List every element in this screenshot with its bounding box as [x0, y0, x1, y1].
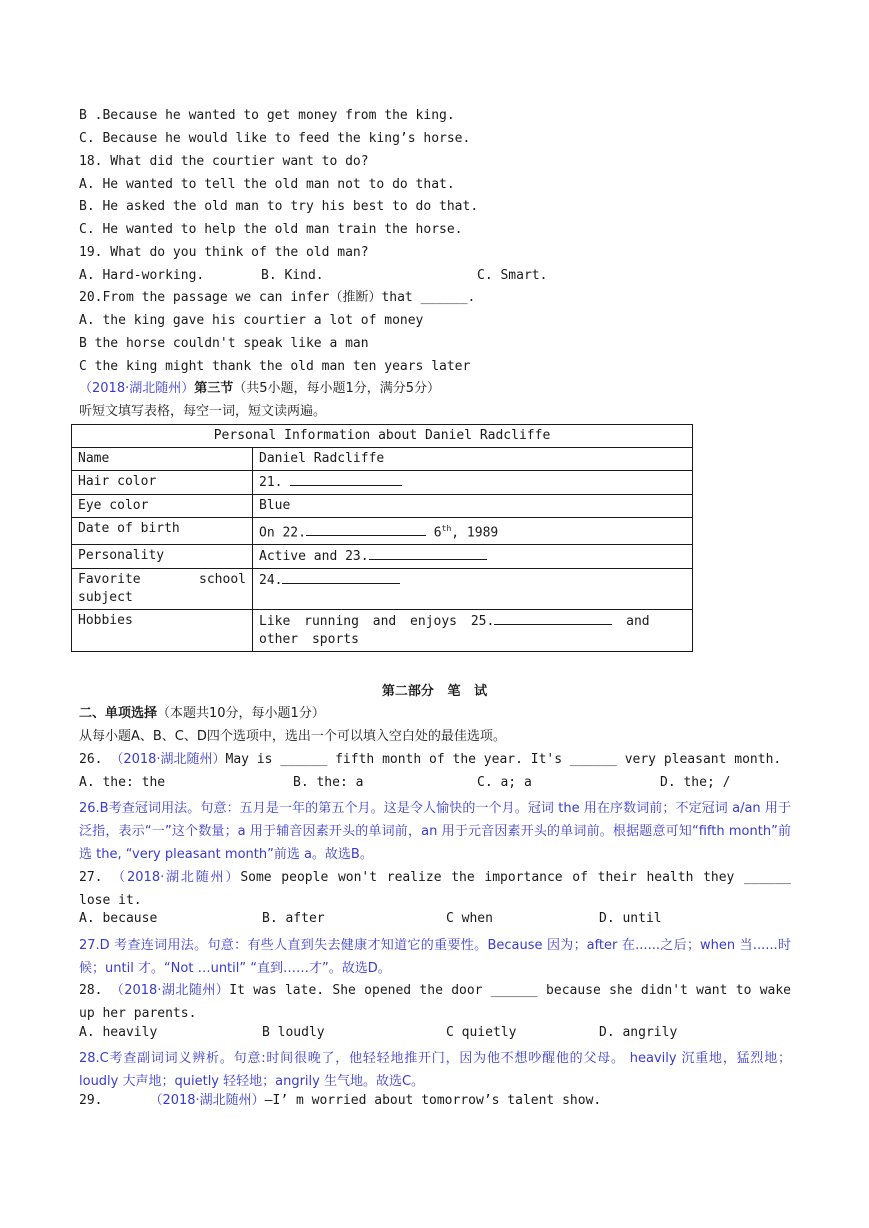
- q19-option-b: B. Kind.: [261, 268, 324, 283]
- personal-info-table: [71, 424, 693, 652]
- q26-option-a: A. the: the: [79, 775, 166, 790]
- question-source: （2018·湖北随州）: [112, 870, 241, 885]
- row-value: [253, 610, 693, 652]
- q28-question: [79, 979, 791, 1025]
- question-number: 28.: [79, 983, 103, 998]
- q19-question: 19. What do you think of the old man?: [79, 245, 369, 260]
- q28-option-c: C quietly: [446, 1025, 517, 1040]
- answer-blank-22[interactable]: [306, 523, 426, 536]
- part2-section-heading: [79, 706, 325, 722]
- row-value: Daniel Radcliffe: [253, 448, 693, 471]
- question-text: May is ______ fifth month of the year. It's ______ very pleasant month.: [225, 752, 782, 767]
- q27-option-d: D. until: [599, 911, 662, 926]
- question-number: 29.: [79, 1093, 103, 1108]
- blank-number: On 22.: [259, 525, 306, 541]
- q26-question: [79, 752, 781, 768]
- blank-number: Like running and enjoys 25.: [259, 614, 495, 630]
- q19-option-a: A. Hard-working.: [79, 268, 205, 283]
- question-source: （2018·湖北随州）: [110, 983, 230, 998]
- section-title: 二、单项选择: [79, 706, 158, 721]
- q28-option-b: B loudly: [262, 1025, 325, 1040]
- section3-title: 第三节: [194, 381, 234, 396]
- blank-number: Active and 23.: [259, 549, 369, 565]
- blank-number: 24.: [259, 573, 283, 589]
- table-row: [72, 545, 693, 569]
- row-value: [253, 518, 693, 545]
- section-desc: （本题共10分，每小题1分）: [157, 706, 325, 721]
- table-row: [72, 448, 693, 471]
- q27-option-b: B. after: [262, 911, 325, 926]
- q20-option-c: C the king might thank the old man ten years later: [79, 359, 471, 374]
- answer-blank-25[interactable]: [494, 612, 612, 625]
- q20-option-a: A. the king gave his courtier a lot of money: [79, 313, 424, 328]
- row-label: Eye color: [72, 495, 253, 518]
- row-label: Name: [72, 448, 253, 471]
- row-label: Hair color: [72, 471, 253, 495]
- q17-option-c: C. Because he would like to feed the king’s horse.: [79, 131, 471, 146]
- q28-explanation: 28.C考查副词词义辨析。句意:时间很晚了，他轻轻地推开门，因为他不想吵醒他的父母。 heavily 沉重地，猛烈地；loudly 大声地；quietly 轻轻地；angrily 生气地。故选C。: [79, 1051, 791, 1089]
- q27-question: [79, 866, 791, 912]
- ordinal-suffix: th: [441, 524, 452, 533]
- answer-blank-24[interactable]: [282, 571, 400, 584]
- table-row: [72, 569, 693, 610]
- section3-desc: （共5小题，每小题1分，满分5分）: [233, 381, 441, 396]
- question-source: （2018·湖北随州）: [110, 752, 226, 767]
- q19-option-c: C. Smart.: [477, 268, 548, 283]
- q18-option-a: A. He wanted to tell the old man not to do that.: [79, 177, 455, 192]
- q27-option-a: A. because: [79, 911, 158, 926]
- table-row: [72, 471, 693, 495]
- day-number: 6: [425, 525, 442, 541]
- q18-option-c: C. He wanted to help the old man train the horse.: [79, 222, 463, 237]
- q26-option-c: C. a; a: [477, 775, 532, 790]
- section3-instruction: 听短文填写表格，每空一词，短文读两遍。: [79, 404, 327, 419]
- row-value: [253, 471, 693, 495]
- section3-heading: [79, 381, 440, 397]
- q26-explanation: 26.B考查冠词用法。句意：五月是一年的第五个月。这是令人愉快的一个月。冠词 the 用在序数词前；不定冠词 a/an 用于泛指，表示“一”这个数量；a 用于辅音因素开头的单词前，an 用于元音因素开头的单词前。根据题意可知“fifth month”前选 the, “very pleasant month”前选 a。故选B。: [79, 801, 791, 862]
- q28-option-a: A. heavily: [79, 1025, 158, 1040]
- q20-option-b: B the horse couldn't speak like a man: [79, 336, 369, 351]
- row-label: Personality: [72, 545, 253, 569]
- q28-option-d: D. angrily: [599, 1025, 678, 1040]
- answer-blank-23[interactable]: [369, 547, 487, 560]
- table-row: [72, 495, 693, 518]
- row-label: Hobbies: [72, 610, 253, 652]
- row-value: [253, 569, 693, 610]
- hobbies-suffix: and other sports: [259, 614, 650, 648]
- question-number: 27.: [79, 870, 103, 885]
- row-value: Blue: [253, 495, 693, 518]
- blank-number: 21.: [259, 475, 291, 490]
- question-text: Some people won't realize the importance of their health they ______ lose it.: [79, 870, 792, 908]
- q20-question: 20.From the passage we can infer（推断）that ______.: [79, 290, 476, 305]
- question-text: It was late. She opened the door ______ because she didn't want to wake up her parents.: [79, 983, 792, 1021]
- part2-title: 第二部分 笔 试: [381, 684, 488, 699]
- row-value: [253, 545, 693, 569]
- q26-option-d: D. the; /: [660, 775, 731, 790]
- table-row: [72, 610, 693, 652]
- row-label: Date of birth: [72, 518, 253, 545]
- year-text: , 1989: [451, 525, 499, 541]
- question-number: 26.: [79, 752, 103, 767]
- q27-explanation: 27.D 考查连词用法。句意：有些人直到失去健康才知道它的重要性。Because 因为；after 在......之后；when 当......时候；until 才。“Not …until” “直到……才”。故选D。: [79, 938, 791, 976]
- question-source: （2018·湖北随州）: [149, 1093, 265, 1108]
- table-header: Personal Information about Daniel Radcliffe: [72, 425, 693, 448]
- q29-question: [79, 1093, 601, 1109]
- table-row: [72, 518, 693, 545]
- part2-instruction: 从每小题A、B、C、D四个选项中，选出一个可以填入空白处的最佳选项。: [79, 729, 506, 744]
- q17-option-b: B .Because he wanted to get money from the king.: [79, 108, 455, 123]
- section3-source: （2018·湖北随州）: [79, 381, 195, 396]
- q18-option-b: B. He asked the old man to try his best to do that.: [79, 199, 479, 214]
- question-text: —I’ m worried about tomorrow’s talent show.: [264, 1093, 602, 1108]
- q18-question: 18. What did the courtier want to do?: [79, 154, 369, 169]
- q26-option-b: B. the: a: [293, 775, 364, 790]
- answer-blank-21[interactable]: [290, 473, 402, 486]
- row-label: Favorite school subject: [72, 569, 253, 610]
- q27-option-c: C when: [446, 911, 493, 926]
